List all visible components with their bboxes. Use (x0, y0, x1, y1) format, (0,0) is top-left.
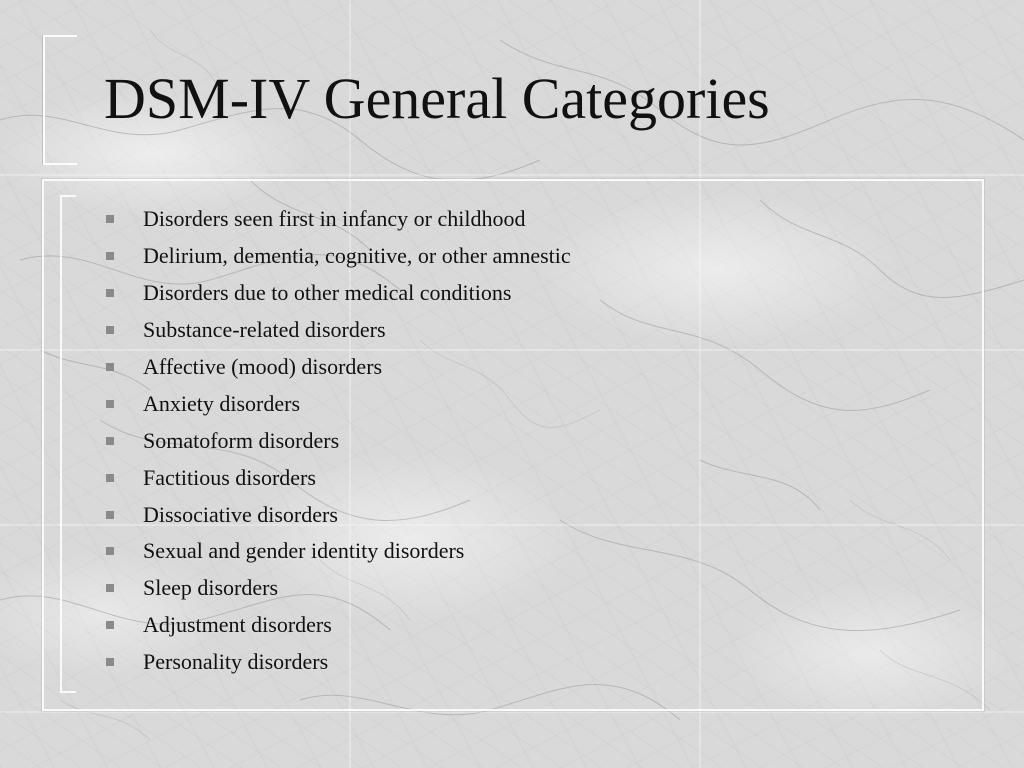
list-item (104, 644, 571, 681)
square-bullet-icon (106, 289, 114, 297)
square-bullet-icon (106, 252, 114, 260)
list-item-text: Substance-related disorders (143, 317, 386, 343)
list-item (104, 533, 571, 570)
list-item (104, 607, 571, 644)
list-item-text: Disorders due to other medical conditions (143, 280, 512, 306)
bullet-list (104, 201, 571, 681)
list-item (104, 238, 571, 275)
slide-title: DSM-IV General Categories (104, 66, 770, 131)
square-bullet-icon (106, 621, 114, 629)
list-item (104, 385, 571, 422)
square-bullet-icon (106, 511, 114, 519)
list-item-text: Affective (mood) disorders (143, 354, 383, 379)
list-item-text: Delirium, dementia, cognitive, or other amnestic (143, 243, 571, 269)
list-item-text: Sexual and gender identity disorders (143, 538, 465, 564)
square-bullet-icon (106, 400, 114, 408)
square-bullet-icon (106, 437, 114, 445)
square-bullet-icon (106, 363, 114, 371)
list-item-text: Personality disorders (143, 649, 329, 675)
list-item (104, 459, 571, 496)
list-item (104, 201, 571, 238)
title-frame-bracket (43, 35, 77, 165)
square-bullet-icon (106, 584, 114, 592)
content-frame-bracket (60, 195, 76, 693)
list-item (104, 275, 571, 312)
list-item-text: Adjustment disorders (143, 612, 332, 638)
square-bullet-icon (106, 547, 114, 555)
list-item-text: Factitious disorders (143, 464, 316, 490)
list-item-text: Anxiety disorders (143, 390, 301, 416)
list-item-text: Dissociative disorders (143, 501, 338, 527)
square-bullet-icon (106, 215, 114, 223)
list-item (104, 312, 571, 349)
list-item-text: Somatoform disorders (143, 427, 340, 453)
square-bullet-icon (106, 326, 114, 334)
list-item (104, 570, 571, 607)
list-item-text: Disorders seen first in infancy or childhood (143, 206, 526, 232)
list-item (104, 349, 571, 386)
list-item (104, 496, 571, 533)
square-bullet-icon (106, 474, 114, 482)
list-item-text: Sleep disorders (143, 575, 279, 601)
square-bullet-icon (106, 658, 114, 666)
list-item (104, 422, 571, 459)
